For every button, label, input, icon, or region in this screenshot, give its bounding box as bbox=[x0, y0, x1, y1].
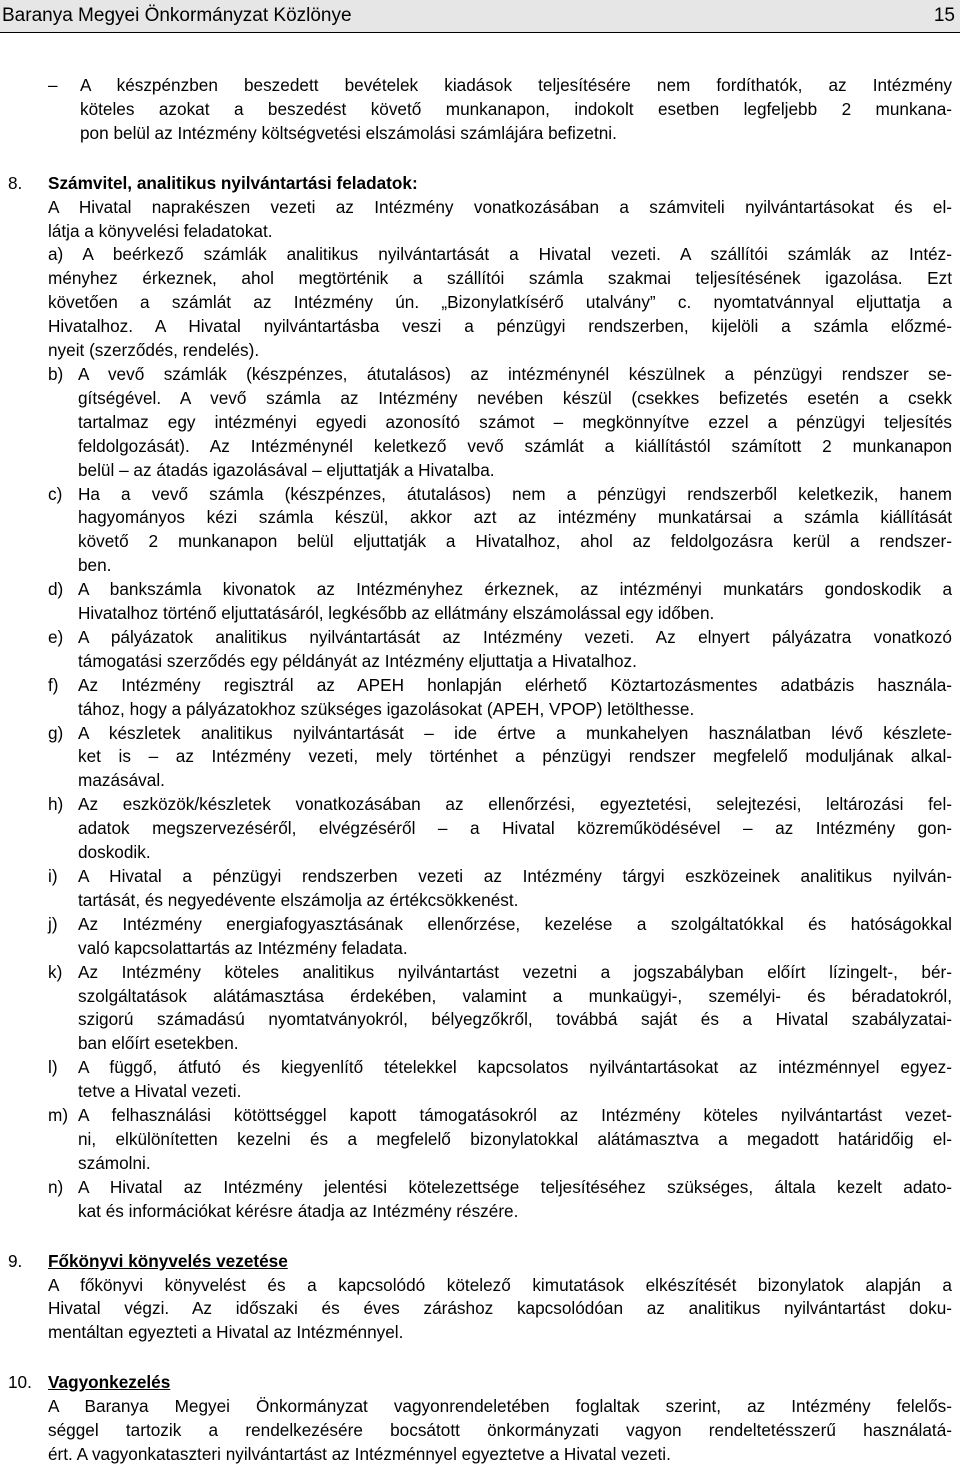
list-item-a bbox=[0, 243, 960, 363]
text-line: Az Intézmény köteles analitikus nyilvántartást vezetni a jogszabályban előírt lízingelt-, bér- bbox=[78, 961, 952, 982]
text-line: pon belül az Intézmény költségvetési elszámolási számlájára befizetni. bbox=[80, 122, 617, 143]
intro-paragraph bbox=[0, 74, 960, 146]
text-line: mazásával. bbox=[78, 770, 165, 791]
text-line: gítségével. A vevő számla az Intézmény nevében készül (csekkes befizetés esetén a csekk bbox=[78, 387, 952, 408]
text-line: ban előírt esetekben. bbox=[78, 1033, 239, 1054]
item-label: k) bbox=[48, 961, 63, 982]
list-item-b bbox=[0, 363, 960, 483]
text-line: számolni. bbox=[78, 1152, 151, 1173]
list-item-m bbox=[0, 1104, 960, 1176]
list-item-e bbox=[0, 626, 960, 674]
item-label: i) bbox=[48, 866, 58, 886]
text-line: a) A beérkező számlák analitikus nyilvántartását a Hivatal vezeti. A szállítói számlák az Intéz- bbox=[48, 244, 952, 265]
item-label: b) bbox=[48, 363, 64, 384]
text-line: ményhez érkeznek, ahol megtörténik a szállítói számla szakmai teljesítésének igazolása. Ezt bbox=[48, 268, 952, 289]
text-line: doskodik. bbox=[78, 842, 151, 863]
item-label: n) bbox=[48, 1176, 64, 1197]
text-line: mentáltan egyezteti a Hivatal az Intézménnyel. bbox=[48, 1322, 404, 1343]
item-label: l) bbox=[48, 1057, 58, 1078]
text-line: A készletek analitikus nyilvántartását – ide értve a munkahelyen használatban lévő készlete- bbox=[78, 722, 952, 743]
text-line: támogatási szerződés egy példányát az Intézmény eljuttatja a Hivatalhoz. bbox=[78, 650, 637, 671]
bullet-dash: – bbox=[48, 75, 58, 95]
text-line: belül – az átadás igazolásával – eljuttatják a Hivatalba. bbox=[78, 459, 495, 480]
text-line: A pályázatok analitikus nyilvántartását az Intézmény vezeti. Az elnyert pályázatra vonatkozó bbox=[78, 626, 952, 647]
text-line: séggel tartozik a rendelkezésére bocsátott önkormányzati vagyon rendeltetésszerű használatá- bbox=[48, 1420, 952, 1441]
text-line: A felhasználási kötöttséggel kapott támogatásokról az Intézmény köteles nyilvántartást vezet- bbox=[78, 1105, 952, 1126]
text-line: tetve a Hivatal vezeti. bbox=[78, 1081, 242, 1102]
item-label: c) bbox=[48, 483, 63, 504]
text-line: követően a számlát az Intézmény ún. „Bizonylatkísérő utalvány” c. nyomtatvánnyal eljuttatja a bbox=[48, 292, 952, 313]
text-line: Az Intézmény energiafogyasztásának ellenőrzése, kezelése a szolgáltatókkal és hatóságokkal bbox=[78, 913, 952, 934]
item-label: g) bbox=[48, 722, 64, 743]
section-heading: Főkönyvi könyvelés vezetése bbox=[48, 1250, 288, 1271]
text-line: A Hivatal naprakészen vezeti az Intézmény vonatkozásában a számviteli nyilvántartásokat és el- bbox=[48, 196, 952, 217]
text-line: ért. A vagyonkataszteri nyilvántartást az Intézménnyel egyeztetve a Hivatal vezeti. bbox=[48, 1443, 671, 1464]
text-line: A Hivatal a pénzügyi rendszerben vezeti az Intézmény tárgyi eszközeinek analitikus nyilván- bbox=[78, 866, 952, 886]
text-line: A Baranya Megyei Önkormányzat vagyonrendeletében foglaltak szerint, az Intézmény felelős- bbox=[48, 1396, 952, 1417]
text-line: követő 2 munkanapon belül eljuttatják a Hivatalhoz, ahol az feldolgozásra kerül a rendszer- bbox=[78, 531, 952, 552]
text-line: nyeit (szerződés, rendelés). bbox=[48, 340, 260, 361]
text-line: szigorú számadású nyomtatványokról, bélyegzőkről, továbbá saját és a Hivatal szabályzatai- bbox=[78, 1009, 952, 1030]
section-8 bbox=[0, 172, 960, 1224]
text-line: ni, elkülönítetten kezelni és a megfelelő bizonylatokkal alátámasztva a megadott határidőig el- bbox=[78, 1128, 952, 1149]
page-body bbox=[0, 74, 960, 1467]
list-item-f bbox=[0, 674, 960, 722]
text-line: tához, hogy a pályázatokhoz szükséges igazolásokat (APEH, VPOP) letölthesse. bbox=[78, 698, 695, 719]
section-heading: Vagyonkezelés bbox=[48, 1372, 171, 1393]
text-line: Ha a vevő számla (készpénzes, átutalásos) nem a pénzügyi rendszerből keletkezik, hanem bbox=[78, 483, 952, 504]
item-label: d) bbox=[48, 579, 64, 600]
item-label: f) bbox=[48, 674, 59, 695]
item-label: e) bbox=[48, 626, 64, 647]
text-line: tartalmaz egy intézményi egyedi azonosító számot – megkönnyítve ezzel a pénzügyi teljesítés bbox=[78, 411, 952, 432]
text-line: feldolgozását). Az Intézménynél keletkező vevő számlát a kiállítástól számított 2 munkanapon bbox=[78, 435, 952, 456]
list-item-i bbox=[0, 865, 960, 913]
item-label: j) bbox=[48, 913, 58, 934]
text-line: való kapcsolattartás az Intézmény feladata. bbox=[78, 937, 408, 958]
text-line: kat és információkat kérésre átadja az Intézmény részére. bbox=[78, 1200, 519, 1221]
text-line: szolgáltatások alátámasztása érdekében, valamint a munkaügyi-, személyi- és béradatokról, bbox=[78, 985, 952, 1006]
text-line: tartását, és negyedévente elszámolja az értékcsökkenést. bbox=[78, 889, 519, 910]
list-item-n bbox=[0, 1176, 960, 1224]
publication-title: Baranya Megyei Önkormányzat Közlönye bbox=[2, 5, 352, 26]
list-item-j bbox=[0, 913, 960, 961]
list-item-d bbox=[0, 578, 960, 626]
item-label: h) bbox=[48, 794, 64, 815]
list-item-g bbox=[0, 722, 960, 794]
section-number: 9. bbox=[8, 1250, 23, 1271]
text-line: hagyományos kézi számla készül, akkor azt az intézmény munkatársai a számla kiállítását bbox=[78, 507, 952, 528]
section-number: 10. bbox=[8, 1372, 32, 1393]
text-line: A készpénzben beszedett bevételek kiadások teljesítésére nem fordíthatók, az Intézmény bbox=[80, 75, 952, 95]
list-item-h bbox=[0, 793, 960, 865]
list-item-c bbox=[0, 483, 960, 579]
section-10 bbox=[0, 1371, 960, 1467]
text-line: ben. bbox=[78, 555, 112, 576]
item-label: m) bbox=[48, 1105, 69, 1126]
text-line: ket is – az Intézmény vezeti, mely történhet a pénzügyi rendszer megfelelő moduljának alkal- bbox=[78, 746, 952, 767]
text-line: A főkönyvi könyvelést és a kapcsolódó kötelező kimutatások elkészítését bizonylatok alapján a bbox=[48, 1274, 952, 1295]
section-heading: Számvitel, analitikus nyilvántartási feladatok: bbox=[48, 172, 418, 193]
text-line: Hivatal végzi. Az időszaki és éves záráshoz kapcsolódóan az analitikus nyilvántartást doku- bbox=[48, 1298, 952, 1319]
section-number: 8. bbox=[8, 172, 23, 193]
text-line: köteles azokat a beszedést követő munkanapon, indokolt esetben legfeljebb 2 munkana- bbox=[80, 98, 952, 119]
section-9 bbox=[0, 1250, 960, 1346]
text-line: A bankszámla kivonatok az Intézményhez érkeznek, az intézményi munkatárs gondoskodik a bbox=[78, 579, 952, 600]
text-line: adatok megszervezéséről, elvégzéséről – a Hivatal közreműködésével – az Intézmény gon- bbox=[78, 818, 952, 839]
text-line: A függő, átfutó és kiegyenlítő tételekkel kapcsolatos nyilvántartásokat az intézménnyel egyez- bbox=[78, 1057, 952, 1078]
text-line: látja a könyvelési feladatokat. bbox=[48, 220, 273, 241]
list-item-k bbox=[0, 961, 960, 1057]
text-line: A vevő számlák (készpénzes, átutalásos) az intézménynél készülnek a pénzügyi rendszer se- bbox=[78, 363, 952, 384]
text-line: Az Intézmény regisztrál az APEH honlapján elérhető Köztartozásmentes adatbázis használa- bbox=[78, 674, 952, 695]
text-line: Hivatalhoz történő eljuttatásáról, legkésőbb az ellátmány elszámolással egy időben. bbox=[78, 603, 715, 624]
text-line: A Hivatal az Intézmény jelentési kötelezettsége teljesítéséhez szükséges, általa kezelt adato- bbox=[78, 1176, 952, 1197]
list-item-l bbox=[0, 1056, 960, 1104]
page-number: 15 bbox=[933, 5, 955, 26]
page-header bbox=[0, 0, 960, 33]
text-line: Hivatalhoz. A Hivatal nyilvántartásba veszi a pénzügyi rendszerben, kijelöli a számla előzmé- bbox=[48, 316, 952, 337]
text-line: Az eszközök/készletek vonatkozásában az ellenőrzési, egyeztetési, selejtezési, leltározási fel- bbox=[78, 794, 952, 815]
